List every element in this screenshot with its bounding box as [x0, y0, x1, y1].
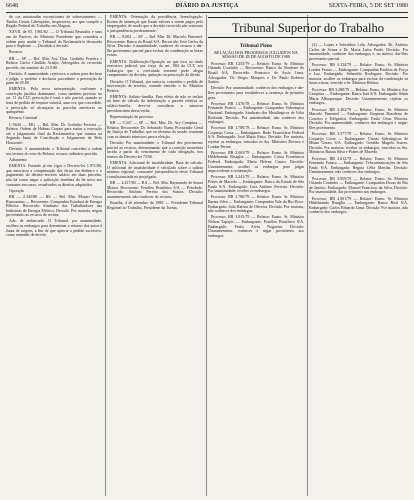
text-paragraph: Decisão: Por unanimidade, o Tribunal deu provimento parcial ao recurso, determinando que a correção monetária incida a partir do vencimento de cada obrigação, nos termos do Decreto-lei 75/66.: [107, 140, 203, 159]
text-paragraph: Processo: RR 3.015/79 — Relator: Exmo. Sr. Ministro Nelson Tapajós — Embargante: Petróleo Brasileiro S/A. Embargado: Pedro Alves Nogueira. Decisão: Unanimemente, conhecer e negar provimento aos embargos.: [208, 214, 304, 238]
section-subtitle: RELAÇÃO DOS PROCESSOS JULGADOS NA SESSÃO DE 28 DE AGOSTO DE 1980: [214, 49, 298, 60]
text-paragraph: Processo: RR 3.612/79 — Relator: Exmo. Sr. Ministro Fernando Franco — Embargante: Telecomunicações de São Paulo S/A. Embargada: Regina Célia Martins. Decisão: Unanimemente, não conhecer dos embargos.: [309, 155, 408, 175]
column-divider: [307, 15, 308, 496]
column-3: [208, 43, 304, 496]
publication-title: DIÁRIO DA JUSTIÇA: [175, 3, 239, 9]
text-paragraph: Decisão: O Tribunal, por maioria, concedeu o pedido de intervenção de terceiro, estando vencido o Sr. Ministro Relator.: [107, 78, 203, 93]
text-paragraph: Processo: RR 2.065/79 — Relator: Exmo. Sr. Ministro Hildebrando Bisaglia — Embargante: Caixa Econômica Federal. Embargada: Maria Helena Castro. Decisão: Unanimemente, acolher os embargos para julgar improcedente a reclamação.: [208, 149, 304, 174]
column-4: [309, 43, 408, 496]
text-paragraph: Decisão. A unanimidade, rejeitou-a a ordem para declarar e julgar, o prefeito e declarou procedente a prescrição da parte de 05.80.: [6, 70, 102, 86]
text-paragraph: RR — 2.345/80 — RS — Rel. Min. Mozart Victor Russomano — Recorrente: Companhia Estadual de Energia Elétrica. Recorrido: Sindicato dos Trabalhadores nas Indústrias de Energia Elétrica. Decisão: Por maioria, negou provimento ao recurso de revista.: [6, 193, 102, 218]
text-paragraph: Adiamento: [9, 156, 27, 162]
text-paragraph: Adv. de embarcado. O Tribunal, por unanimidade, acolheu os embargos para determinar o retorno dos autos à Junta de origem, a fim de que aprecie o pedido sucessivo, como entender de direito.: [6, 218, 102, 238]
text-paragraph: RR — 8.002 — SP — Rel. Min. Dr. Marcelo Pimentel. Recorrente: Banco do Brasil S/A. Recorrido: José Carlos da Silva. Decisão: à unanimidade, conhecer do recurso e dar-lhe provimento parcial para excluir da condenação as horas extras.: [107, 33, 203, 58]
column-2: [107, 15, 203, 496]
text-paragraph: Processo: RR 2.241/79 — Relator: Exmo. Sr. Ministro Prates de Macedo — Embargante: Banco do Estado de São Paulo S/A. Embargado: Luiz Antônio Ferreira. Decisão: Por unanimidade, receber os embargos.: [208, 174, 304, 194]
text-paragraph: Processo: RR 3.124/79 — Relator: Exmo. Sr. Ministro Lomba Ferraz — Embargante: Companhia Paulista de Força e Luz. Embargado: Sebastião Rodrigues. Decisão: Por maioria, acolher os embargos para excluir da condenação as horas extras, vencido o Sr. Ministro Relator.: [309, 61, 408, 86]
text-paragraph: EMENTA: Estando já em vigor o Decreto-lei 1.971/80, que autorizou a compensação das férias em dinheiro e o pagamento do décimo-terceiro salário em duas parcelas, não há como negar a aplicação imediata da lei nova aos contratos em curso, ressalvados os direitos adquiridos.: [6, 163, 102, 187]
text-paragraph: Brasília, 4 de setembro de 1980. — Presidente Tribunal Regional do Trabalho, Presidente da Turma.: [107, 199, 203, 210]
column-divider: [206, 15, 207, 496]
text-paragraph: Recurso: [9, 49, 23, 55]
text-paragraph: RR — 4.417/80 — BA — Rel. Min. Raymundo de Souza Moura. Recorrente: Petróleo Brasileiro S/A — Petrobrás. Recorrido: Antônio Pereira dos Santos. Decisão: unanimemente, não conhecer do recurso.: [107, 179, 203, 199]
text-paragraph: Processo: RR 1.476/78 — Relator: Exmo. Sr. Ministro Fernando Franco — Embargante: Companhia Siderúrgica Nacional. Embargado: Sindicato dos Metalúrgicos de Volta Redonda. Decisão: Por unanimidade, não conhecer dos embargos.: [208, 100, 304, 125]
text-paragraph: (2) — Lopes e Sobrinhos Ltda. Advogados: Dr. Antônio Carlos de Souza e Dr. Maria Luísa Prado. Decisão: Por unanimidade, conhecer dos embargos e, no mérito, dar-lhes provimento parcial.: [309, 43, 408, 61]
section-title: Tribunal Pleno: [240, 44, 272, 49]
text-paragraph: Processo: RR 3.859/79 — Relator: Exmo. Sr. Ministro Orlando Coutinho — Embargante: Companhia Docas do Rio de Janeiro. Embargado: Manoel Francisco da Silva. Decisão: Por unanimidade, dar provimento aos embargos.: [309, 175, 408, 195]
text-paragraph: EMENTA: Pela nova interpretação, conforme a convicção jurídica dominante, como também previsto no art. 11 da CLT, prescrição é total e não parcial, quando se trata de pedido de reajuste salarial, uma vez que concedido, a prescrição só alcançaria as parcelas anteriores ao quinquênio.: [6, 86, 102, 115]
text-paragraph: L-5644 — MG — Rel. Min. Dr. Godinho Ferreira — Relator. Ordem de Habeas Corpus para sustar a execução até o julgamento final da Reclamatória que tramita na Segunda Junta de Conciliação e Julgamento de Belo Horizonte.: [6, 121, 102, 145]
text-paragraph: EMENTA: Salário-família. Para efeito de não se incluir na base de cálculo da indenização a parcela relativa ao salário-família, deve-se considerar a natureza previdenciária dessa verba.: [107, 93, 203, 113]
text-paragraph: Oposição: [9, 187, 25, 193]
text-paragraph: Representação de processo: [110, 113, 154, 119]
column-1: [6, 15, 102, 496]
text-paragraph: Processo: RR 2.780/79 — Relator: Exmo. Sr. Ministro Barata Silva — Embargante: Companhia Vale do Rio Doce. Embargado: João Batista de Oliveira. Decisão: Por maioria, não conhecer dos embargos.: [208, 194, 304, 214]
text-paragraph: Processo: RR 1.788/78 — Relator: Exmo. Sr. Ministro Coqueijo Costa — Embargante: Rede Ferroviária Federal S/A. Embargado: José Maria Pinto. Decisão: Por maioria, rejeitar os embargos, vencidos os Srs. Ministros Revisor e Lomba Ferraz.: [208, 125, 304, 149]
text-paragraph: EMENTA: Orientação da presidência, homologação. Rotina de sentenças que fixam valores a serem pagos pelo empregador, de modo que a decisão recorrida não contraria a jurisprudência predominante.: [107, 15, 203, 33]
text-paragraph: Decisão: Por unanimidade, conhecer dos embargos e dar-lhes provimento para restabelecer a sentença de primeiro grau.: [208, 85, 304, 100]
text-paragraph: RR — 5.347 — SP — Rel. Min. Dr. Ary Campista — Relator. Recorrente: Dr. Sebastião Viana, Procurador Geral da Justiça do Trabalho, que ao término da sessão reuniram com os demais ministros para a eleição.: [107, 120, 203, 139]
text-paragraph: EMENTA: Deliberação-Oposição no que toca ao título executivo judicial, por força do art. 884 da CLT, aos Embargos que o executado somente pode alegar cumprimento da decisão, quitação ou prescrição da dívida.: [107, 58, 203, 78]
court-title: Tribunal Superior do Trabalho: [208, 17, 408, 38]
issue-date: SEXTA-FEIRA, 5 DE SET 1980: [328, 3, 408, 9]
text-paragraph: do cas autorizadas excepcionais de sobrestamento — Tutelas Gerais Cabeaçadas, inspectores; art. que compõe a Região Federal do Trabalho em Alagoas.: [6, 15, 102, 29]
text-paragraph: XXVII, de 05, 1981/82. — O Tribunal Reunidos e seus em do Parecer, do Ministro Presidente que concedeu a ordem para anular o Tribunal da Reclamatória destacada para o Suplente. — Decidido a decisão.: [6, 29, 102, 49]
text-paragraph: RR — SP — Ref. Min. Ass. Dias. Godinho Ferreira e Relator Carlos Cândido Araújo, Advogados do recorrido provido, em sumário de 23.9.80.: [6, 55, 102, 70]
text-paragraph: Processo: RR 1.255/79 — Relator: Exmo. Sr. Ministro Orlando Coutinho — Recorrente: Banco do Nordeste do Brasil S/A. Recorrido: Francisco de Assis Lima. Advogados: Dr. Sérgio Marques e Dr. Paulo Roberto Santos.: [208, 60, 304, 85]
text-paragraph: Decisão. A unanimidade, o Tribunal concedeu a ordem nos termos do voto do Relator, recurso ordinário provido.: [6, 146, 102, 156]
text-paragraph: Processo: RR 3.288/79 — Relator: Exmo. Sr. Ministro Ary Campista — Embargante: Banco Itaú S/A. Embargada: Sônia Maria Albuquerque. Decisão: Unanimemente, rejeitar os embargos.: [309, 86, 408, 106]
text-paragraph: Processo: RR 4.001/79 — Relator: Exmo. Sr. Ministro Hildebrando Bisaglia — Embargante: Banco Real S/A. Embargado: Carlos Eduardo Lima. Decisão: Por maioria, não conhecer dos embargos.: [309, 195, 408, 215]
text-paragraph: Processo: RR 3.577/79 — Relator: Exmo. Sr. Ministro Coqueijo Costa — Embargante: Usinas Siderúrgicas de Minas Gerais S/A. Embargado: Geraldo Magela Soares. Decisão: Por maioria, receber os embargos, vencidos os Srs. Ministros Barata Silva e Prates de Macedo.: [309, 131, 408, 155]
page-header: [6, 2, 408, 13]
page-number: 6648: [6, 3, 18, 9]
column-divider: [105, 15, 106, 496]
text-paragraph: EMENTA: Adicional de insalubridade. Base de cálculo. O adicional de insalubridade é calculado sobre o salário mínimo regional, consoante jurisprudência deste Tribunal consubstanciada no prejulgado.: [107, 159, 203, 179]
text-paragraph: Recurso Criminal: [9, 115, 38, 121]
text-paragraph: Processo: RR 3.402/79 — Relator: Exmo. Sr. Ministro Marcelo Pimentel — Embargante: Empresa Brasileira de Correios e Telégrafos. Embargado: Paulo César Moreira. Decisão: Por unanimidade, conhecer dos embargos e negar-lhes provimento.: [309, 106, 408, 130]
